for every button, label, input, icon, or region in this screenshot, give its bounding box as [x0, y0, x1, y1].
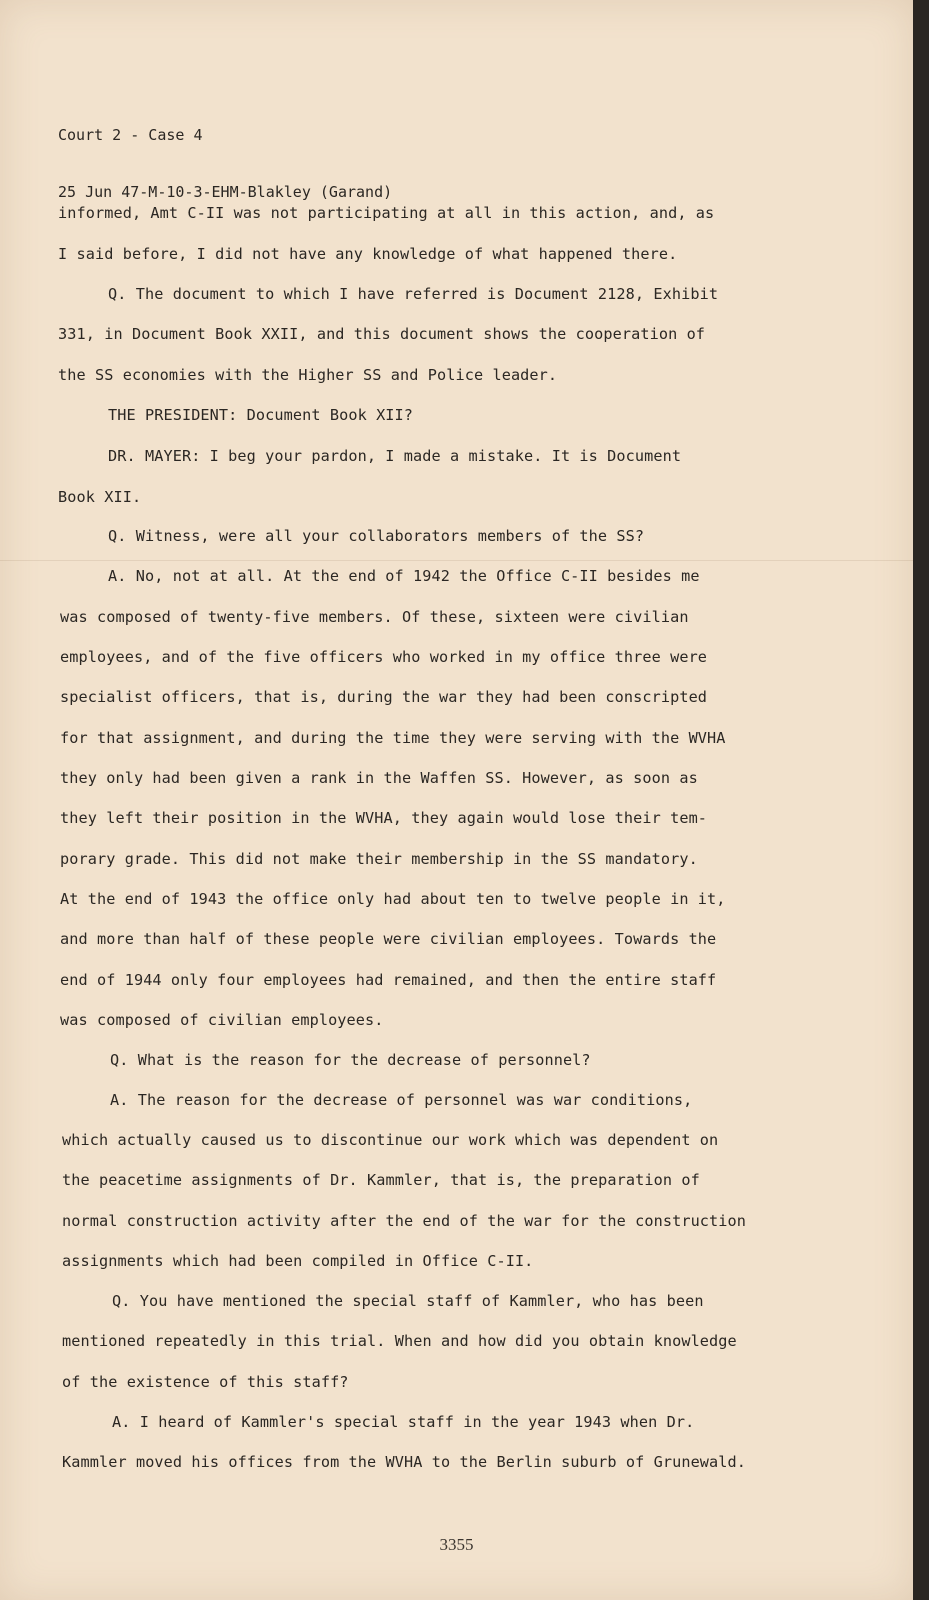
text-line: I said before, I did not have any knowledge of what happened there. — [58, 245, 678, 263]
text-line: 331, in Document Book XXII, and this document shows the cooperation of — [58, 325, 706, 343]
text-line: which actually caused us to discontinue our work which was dependent on — [62, 1131, 719, 1149]
text-line: Book XII. — [58, 488, 142, 506]
text-line: A. The reason for the decrease of personnel was war conditions, — [110, 1091, 693, 1109]
text-line: Q. What is the reason for the decrease of personnel? — [110, 1051, 591, 1069]
text-line: Q. Witness, were all your collaborators members of the SS? — [108, 527, 645, 545]
text-line: they only had been given a rank in the Waffen SS. However, as soon as — [60, 769, 698, 787]
text-line: Q. The document to which I have referred is Document 2128, Exhibit — [108, 285, 719, 303]
text-line: A. No, not at all. At the end of 1942 the Office C-II besides me — [108, 567, 700, 585]
text-line: THE PRESIDENT: Document Book XII? — [108, 406, 414, 424]
text-line: of the existence of this staff? — [62, 1373, 349, 1391]
text-line: Kammler moved his offices from the WVHA to the Berlin suburb of Grunewald. — [62, 1453, 747, 1471]
paper-crease — [0, 560, 913, 561]
text-line: A. I heard of Kammler's special staff in the year 1943 when Dr. — [112, 1413, 695, 1431]
text-line: mentioned repeatedly in this trial. When and how did you obtain knowledge — [62, 1332, 737, 1350]
case-header-date: 25 Jun 47-M-10-3-EHM-Blakley (Garand) — [58, 183, 393, 201]
text-line: At the end of 1943 the office only had about ten to twelve people in it, — [60, 890, 726, 908]
text-line: the peacetime assignments of Dr. Kammler, that is, the preparation of — [62, 1171, 700, 1189]
text-line: Q. You have mentioned the special staff of Kammler, who has been — [112, 1292, 704, 1310]
text-line: was composed of civilian employees. — [60, 1011, 384, 1029]
text-line: employees, and of the five officers who worked in my office three were — [60, 648, 708, 666]
text-line: porary grade. This did not make their membership in the SS mandatory. — [60, 850, 698, 868]
text-line: specialist officers, that is, during the war they had been conscripted — [60, 688, 708, 706]
text-line: for that assignment, and during the time they were serving with the WVHA — [60, 729, 726, 747]
text-line: the SS economies with the Higher SS and Police leader. — [58, 366, 558, 384]
text-line: DR. MAYER: I beg your pardon, I made a mistake. It is Document — [108, 447, 682, 465]
text-line: informed, Amt C-II was not participating at all in this action, and, as — [58, 204, 715, 222]
text-line: was composed of twenty-five members. Of these, sixteen were civilian — [60, 608, 689, 626]
case-header-court: Court 2 - Case 4 — [58, 126, 203, 144]
text-line: normal construction activity after the end of the war for the construction — [62, 1212, 747, 1230]
text-line: assignments which had been compiled in Office C-II. — [62, 1252, 534, 1270]
text-line: end of 1944 only four employees had remained, and then the entire staff — [60, 971, 717, 989]
text-line: and more than half of these people were civilian employees. Towards the — [60, 930, 717, 948]
page-number: 3355 — [439, 1535, 474, 1554]
text-line: they left their position in the WVHA, they again would lose their tem- — [60, 809, 708, 827]
